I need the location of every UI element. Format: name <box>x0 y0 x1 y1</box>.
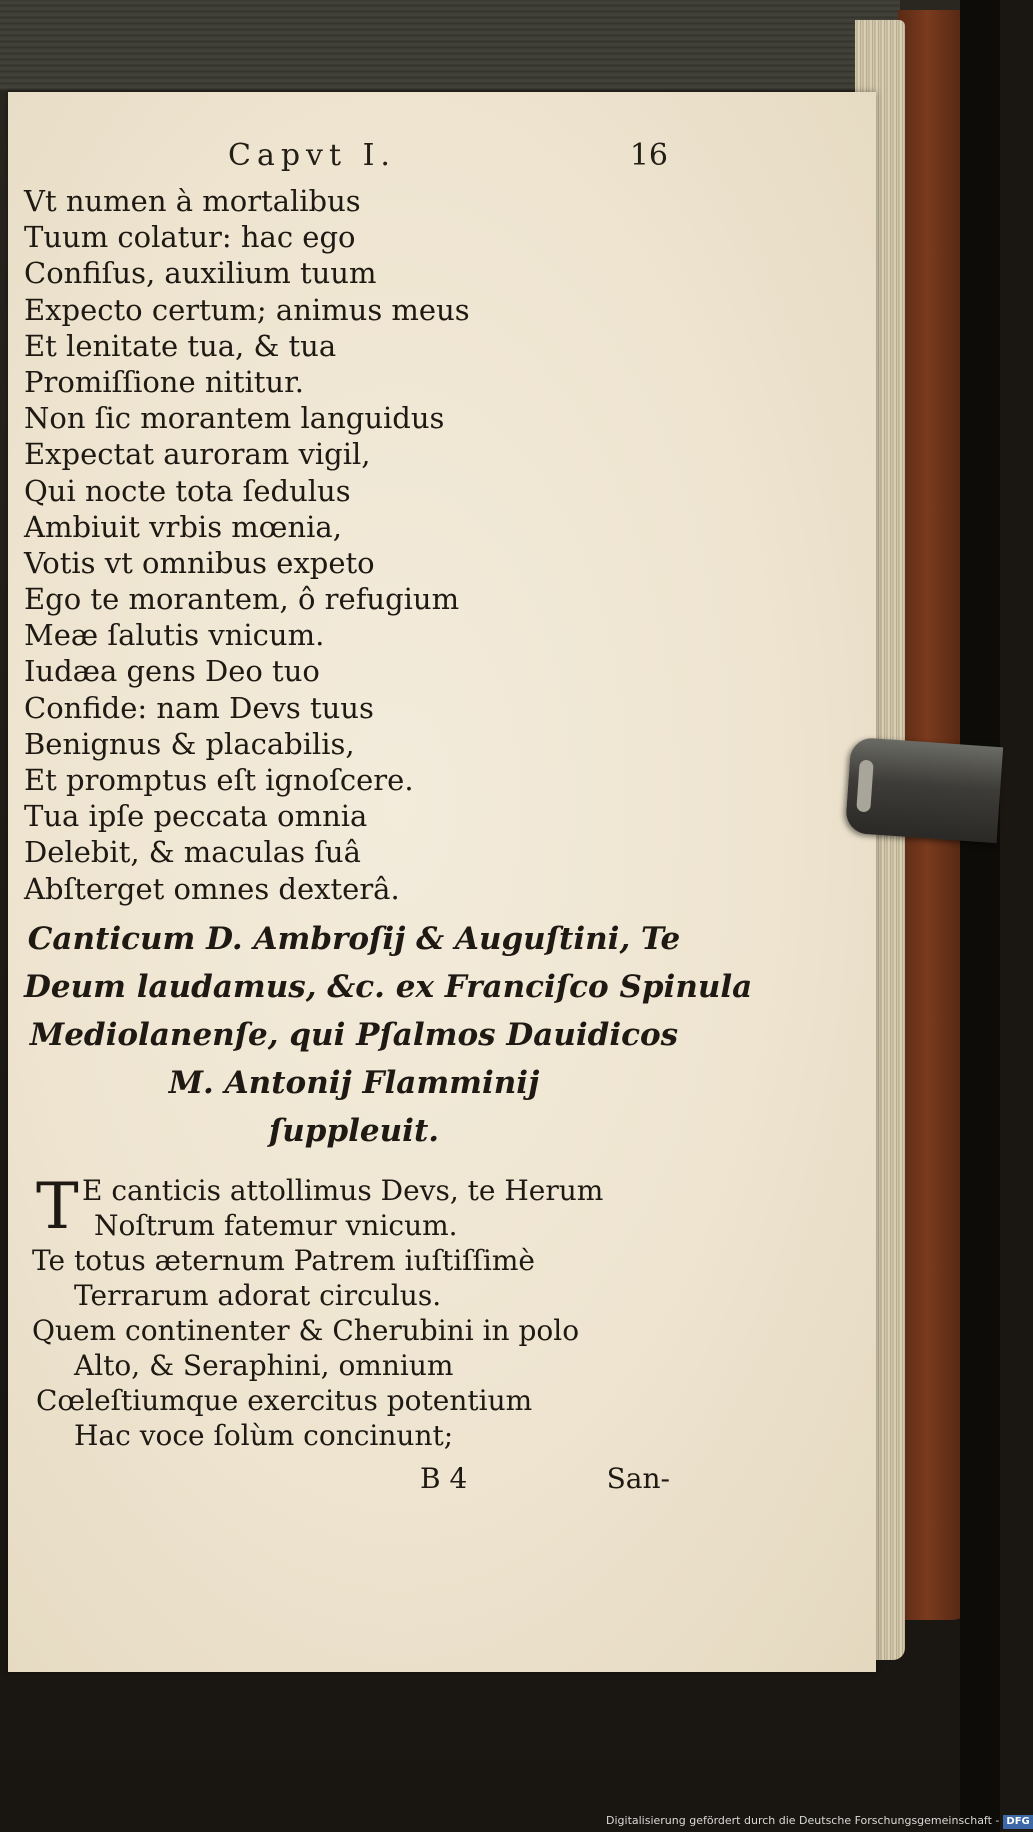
hymn-line: E canticis attollimus Devs, te Herum <box>82 1174 604 1207</box>
hymn-line: Cœleſtiumque exercitus potentium <box>36 1384 533 1417</box>
verse-line: Tuum colatur: hac ego <box>24 220 356 255</box>
hymn-line: Te totus æternum Patrem iuſtiſſimè <box>32 1244 535 1277</box>
te-deum-text <box>24 1170 644 1453</box>
verse-line: Expectat auroram vigil, <box>24 437 371 472</box>
heading-line: ſuppleuit. <box>268 1113 440 1149</box>
verse-line: Non ſic morantem languidus <box>24 401 445 436</box>
verse-line: Promiſſione nititur. <box>24 364 304 399</box>
hymn-line: Alto, & Seraphini, omnium <box>74 1349 454 1382</box>
verse-line: Delebit, & maculas ſuâ <box>24 835 361 870</box>
heading-line: Canticum D. Ambroſij & Auguſtini, Te <box>27 921 681 957</box>
verse-line: Qui nocte tota ſedulus <box>24 473 351 508</box>
credit-text: Digitalisierung gefördert durch die Deutsche Forschungsgemeinschaft - <box>606 1814 1000 1827</box>
verse-line: Confide: nam Devs tuus <box>24 690 374 725</box>
verse-line: Et promptus eſt ignoſcere. <box>24 763 414 797</box>
verse-line: Ambiuit vrbis mœnia, <box>24 509 342 544</box>
catchword: San- <box>606 1462 670 1495</box>
running-head <box>228 138 668 178</box>
running-head-title: Capvt I. <box>228 138 396 173</box>
verse-line: Vt numen à mortalibus <box>24 184 361 218</box>
verse-line: Abſterget omnes dexterâ. <box>24 871 400 906</box>
page-number: 16 <box>629 138 668 173</box>
verse-line: Et lenitate tua, & tua <box>24 328 337 363</box>
verse-line: Ego te morantem, ô refugium <box>24 582 460 617</box>
verse-line: Confiſus, auxilium tuum <box>24 256 377 291</box>
digitization-credit <box>606 1812 1030 1830</box>
page-footer <box>420 1462 670 1502</box>
verse-line: Iudæa gens Deo tuo <box>24 654 320 689</box>
verse-line: Expecto certum; animus meus <box>24 292 470 327</box>
hymn-line: Noſtrum fatemur vnicum. <box>94 1209 458 1242</box>
heading-line: Mediolanenſe, qui Pſalmos Dauidicos <box>29 1017 679 1053</box>
drop-cap: T <box>36 1170 79 1244</box>
cover-shadow <box>960 0 1000 1832</box>
canticle-heading <box>24 915 753 1155</box>
signature-mark: B 4 <box>420 1462 468 1495</box>
psalm-verse <box>24 183 584 907</box>
verse-line: Votis vt omnibus expeto <box>24 545 375 580</box>
heading-line: M. Antonij Flamminij <box>168 1065 540 1101</box>
dfg-logo: DFG <box>1003 1815 1032 1829</box>
book-board-edge <box>0 0 900 90</box>
hymn-line: Terrarum adorat circulus. <box>74 1279 442 1312</box>
heading-line: Deum laudamus, &c. ex Franciſco Spinula <box>24 969 753 1005</box>
verse-line: Tua ipſe peccata omnia <box>24 799 368 834</box>
verse-line: Benignus & placabilis, <box>24 726 355 761</box>
verse-line: Meæ ſalutis vnicum. <box>24 618 325 653</box>
hymn-line: Hac voce ſolùm concinunt; <box>74 1419 454 1452</box>
hymn-line: Quem continenter & Cherubini in polo <box>32 1314 580 1347</box>
